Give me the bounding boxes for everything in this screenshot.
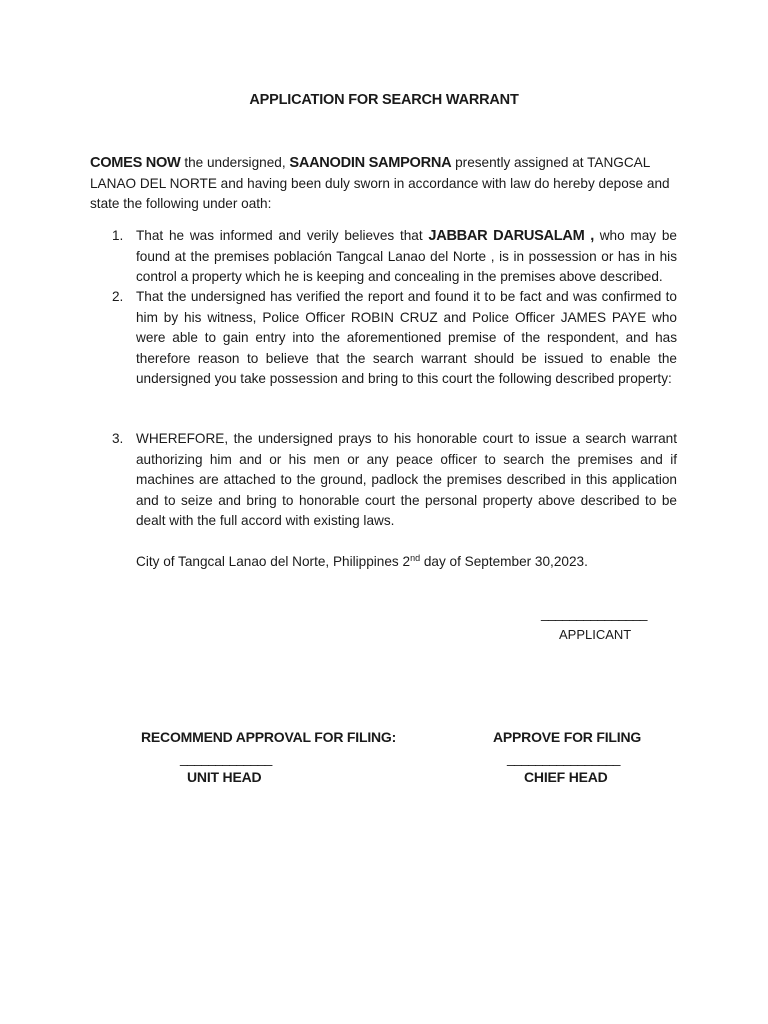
document-title: APPLICATION FOR SEARCH WARRANT: [249, 92, 519, 108]
item-1-text-1: That he was informed and verily believes that: [136, 228, 429, 243]
applicant-label: APPLICANT: [559, 627, 632, 642]
list-text: WHEREFORE, the undersigned prays to his honorable court to issue a search warrant authorizing him and or his men or any peace officer to search the premises and if machines are attached to the ground, padlock the premises described in this application and to seize and bring to honorable court the personal property above described to be dealt with the full accord with existing laws.: [136, 431, 677, 528]
list-number: 3.: [112, 431, 124, 446]
intro-lead: COMES NOW: [90, 155, 181, 171]
date-ordinal: nd: [410, 553, 421, 563]
chief-head-label: CHIEF HEAD: [524, 769, 608, 785]
list-text: [136, 226, 677, 288]
date-text-1: City of Tangcal Lanao del Norte, Philippines 2: [136, 554, 411, 569]
unit-head-label: UNIT HEAD: [187, 769, 262, 785]
applicant-name: SAANODIN SAMPORNA: [289, 155, 452, 171]
applicant-signature-line: _______________: [541, 606, 647, 621]
intro-text-1: the undersigned,: [180, 155, 290, 170]
date-line: [136, 552, 696, 572]
intro-text-2: presently assigned at TANGCAL LANAO DEL NORTE and having been duly sworn in accordance with law do hereby depose and state the following under oath:: [90, 155, 670, 211]
list-number: 2.: [112, 289, 124, 304]
date-text-2: day of September 30,2023.: [420, 554, 588, 569]
approve-heading: APPROVE FOR FILING: [493, 729, 642, 745]
chief-head-signature-line: ________________: [507, 751, 620, 766]
respondent-name: JABBAR DARUSALAM ,: [428, 228, 594, 244]
item-1-text-2: who may be found at the premises población Tangcal Lanao del Norte , is in possession or has in his control a property which he is keeping and concealing in the premises above described.: [136, 228, 677, 284]
intro-paragraph: [90, 153, 690, 215]
recommend-heading: RECOMMEND APPROVAL FOR FILING:: [141, 729, 397, 745]
list-text: That the undersigned has verified the report and found it to be fact and was confirmed to him by his witness, Police Officer ROBIN CRUZ and Police Officer JAMES PAYE who were able to gain entry into the aforementioned premise of the respondent, and has therefore reason to believe that the search warrant should be issued to enable the undersigned you take possession and bring to this court the following described property:: [136, 289, 677, 386]
list-number: 1.: [112, 228, 124, 243]
unit-head-signature-line: _____________: [180, 751, 272, 766]
